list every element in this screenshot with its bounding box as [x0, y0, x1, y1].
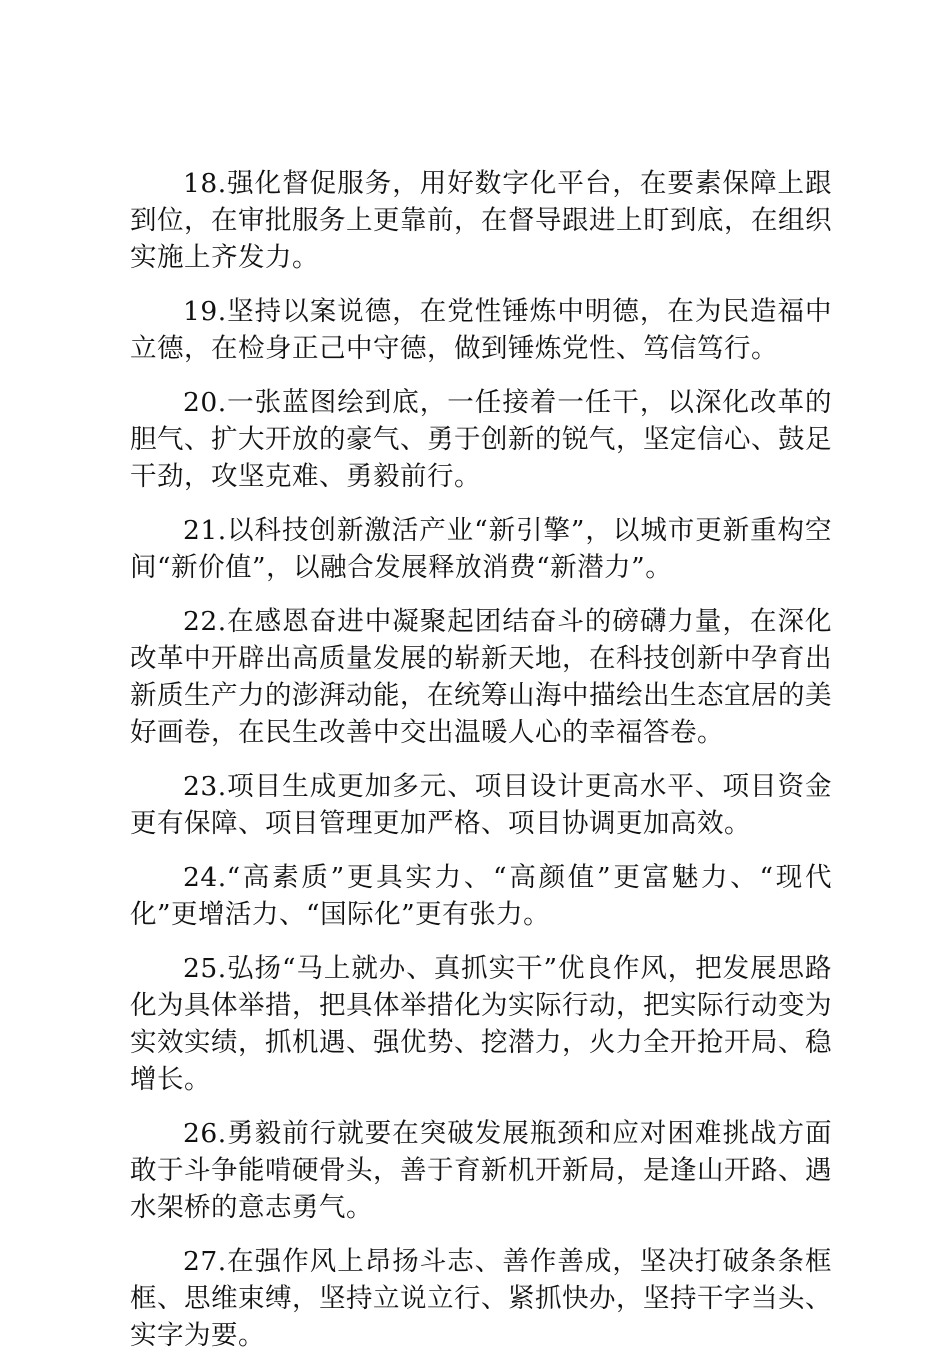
paragraph-20: 20.一张蓝图绘到底，一任接着一任干，以深化改革的胆气、扩大开放的豪气、勇于创新的锐气，坚定信心、鼓足干劲，攻坚克难、勇毅前行。 — [130, 387, 832, 492]
paragraph-27: 27.在强作风上昂扬斗志、善作善成，坚决打破条条框框、思维束缚，坚持立说立行、紧抓快办，坚持干字当头、实字为要。 — [130, 1246, 832, 1351]
paragraph-18: 18.强化督促服务，用好数字化平台，在要素保障上跟到位，在审批服务上更靠前，在督导跟进上盯到底，在组织实施上齐发力。 — [130, 168, 832, 273]
paragraph-24: 24.“高素质”更具实力、“高颜值”更富魅力、“现代化”更增活力、“国际化”更有张力。 — [130, 862, 832, 930]
paragraph-25: 25.弘扬“马上就办、真抓实干”优良作风，把发展思路化为具体举措，把具体举措化为实际行动，把实际行动变为实效实绩，抓机遇、强优势、挖潜力，火力全开抢开局、稳增长。 — [130, 953, 832, 1095]
paragraph-19: 19.坚持以案说德，在党性锤炼中明德，在为民造福中立德，在检身正己中守德，做到锤炼党性、笃信笃行。 — [130, 296, 832, 364]
paragraph-23: 23.项目生成更加多元、项目设计更高水平、项目资金更有保障、项目管理更加严格、项目协调更加高效。 — [130, 771, 832, 839]
paragraph-26: 26.勇毅前行就要在突破发展瓶颈和应对困难挑战方面敢于斗争能啃硬骨头，善于育新机开新局，是逢山开路、遇水架桥的意志勇气。 — [130, 1118, 832, 1223]
paragraph-22: 22.在感恩奋进中凝聚起团结奋斗的磅礴力量，在深化改革中开辟出高质量发展的崭新天地，在科技创新中孕育出新质生产力的澎湃动能，在统筹山海中描绘出生态宜居的美好画卷，在民生改善中交出温暖人心的幸福答卷。 — [130, 606, 832, 748]
paragraph-21: 21.以科技创新激活产业“新引擎”，以城市更新重构空间“新价值”，以融合发展释放消费“新潜力”。 — [130, 515, 832, 583]
document-body — [130, 165, 832, 1371]
